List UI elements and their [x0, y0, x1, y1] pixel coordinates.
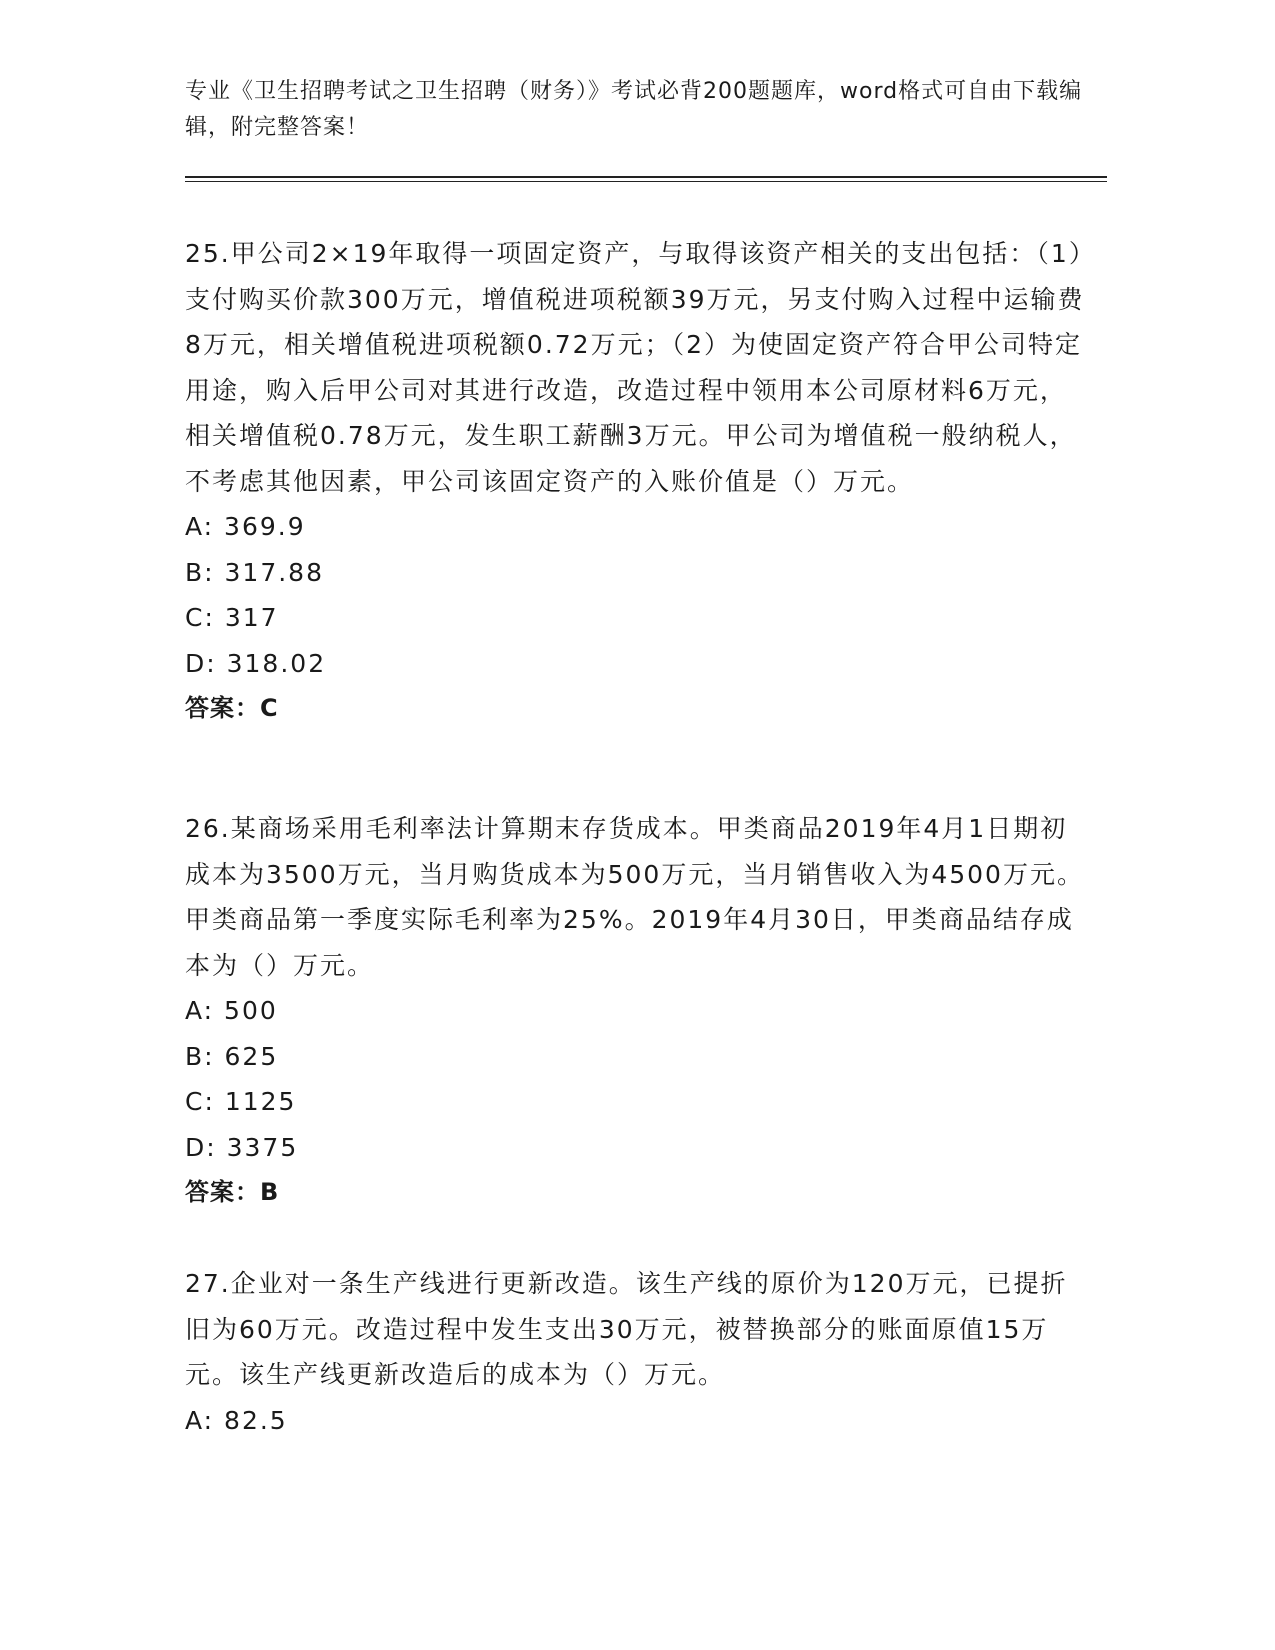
answer-label: 答案：C — [185, 694, 279, 722]
option-b: B: 625 — [185, 1041, 279, 1071]
answer-label: 答案：B — [185, 1178, 280, 1206]
document-header-intro: 专业《卫生招聘考试之卫生招聘（财务）》考试必背200题题库，word格式可自由下载编辑，附完整答案！ — [185, 79, 1083, 140]
option-a: A: 82.5 — [185, 1405, 288, 1435]
option-a: A: 500 — [185, 996, 278, 1025]
option-b: B: 317.88 — [185, 557, 324, 587]
option-a: A: 369.9 — [185, 512, 306, 541]
question-25 — [185, 231, 1085, 732]
question-stem: 25.甲公司2×19年取得一项固定资产，与取得该资产相关的支出包括：（1）支付购买价款300万元，增值税进项税额39万元，另支付购入过程中运输费8万元，相关增值税进项税额0.72万元；（2）为使固定资产符合甲公司特定用途，购入后甲公司对其进行改造，改造过程中领用本公司原材料6万元，相关增值税0.78万元，发生职工薪酬3万元。甲公司为增值税一般纳税人，不考虑其他因素，甲公司该固定资产的入账价值是（）万元。 — [185, 239, 1085, 496]
question-stem: 26.某商场采用毛利率法计算期末存货成本。甲类商品2019年4月1日期初成本为3500万元，当月购货成本为500万元，当月销售收入为4500万元。甲类商品第一季度实际毛利率为25%。2019年4月30日，甲类商品结存成本为（）万元。 — [185, 814, 1084, 980]
option-d: D: 3375 — [185, 1132, 299, 1162]
header-divider-thin — [185, 181, 1107, 182]
option-d: D: 318.02 — [185, 648, 327, 678]
header-divider — [185, 176, 1107, 178]
question-stem: 27.企业对一条生产线进行更新改造。该生产线的原价为120万元，已提折旧为60万元。改造过程中发生支出30万元，被替换部分的账面原值15万元。该生产线更新改造后的成本为（）万元。 — [185, 1269, 1068, 1389]
option-c: C: 1125 — [185, 1087, 297, 1116]
question-27 — [185, 1261, 1085, 1443]
option-c: C: 317 — [185, 603, 279, 632]
question-26 — [185, 806, 1085, 1216]
